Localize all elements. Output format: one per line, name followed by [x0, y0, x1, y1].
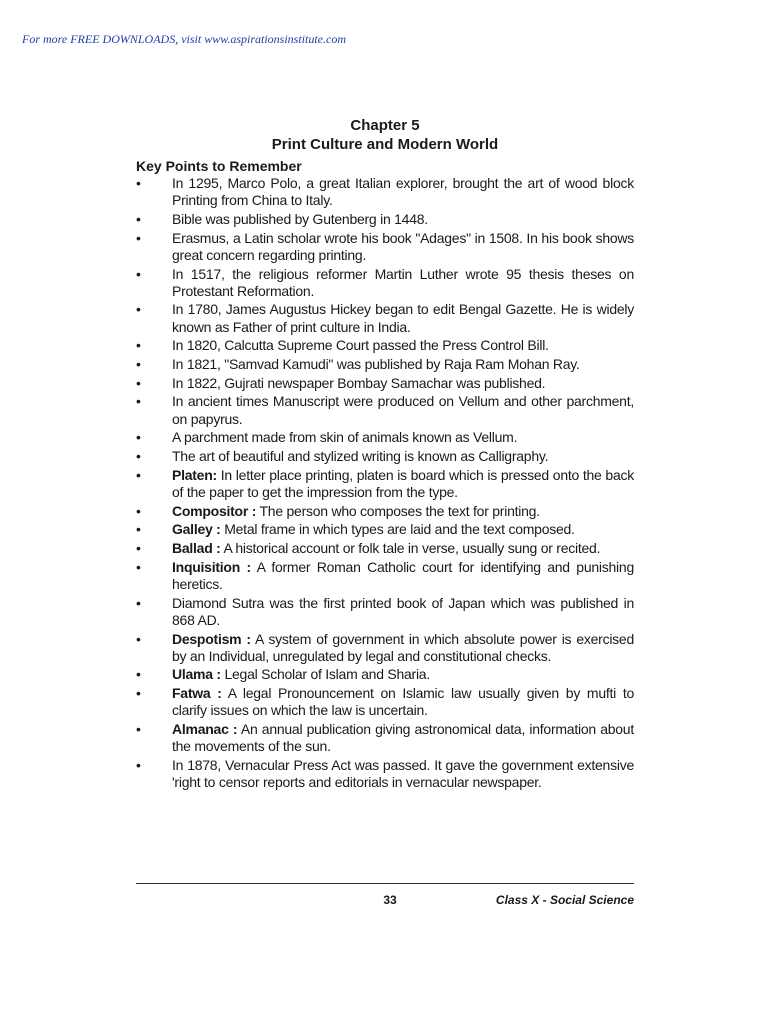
bullet-icon: •	[136, 393, 141, 410]
key-point-text: A historical account or folk tale in verse, usually sung or recited.	[220, 540, 601, 557]
key-point-item	[136, 393, 634, 427]
bullet-icon: •	[136, 301, 141, 318]
key-point-term: Inquisition :	[172, 558, 251, 575]
key-point-item	[136, 540, 634, 557]
bullet-icon: •	[136, 521, 141, 538]
key-point-text: A system of government in which absolute power is exercised by an Individual, unregulated by legal and constitutional checks.	[172, 630, 634, 664]
key-point-term: Galley :	[172, 521, 221, 538]
key-point-item	[136, 757, 634, 791]
key-point-term: Despotism :	[172, 630, 251, 647]
bullet-icon: •	[136, 175, 141, 191]
key-point-item	[136, 467, 634, 501]
key-point-text: Erasmus, a Latin scholar wrote his book "Adages" in 1508. In his book shows great concern regarding printing.	[172, 229, 634, 263]
bullet-icon: •	[136, 666, 141, 683]
key-point-item	[136, 559, 634, 593]
key-point-item	[136, 448, 634, 465]
key-point-text: In letter place printing, platen is board which is pressed onto the back of the paper to get the impression from the type.	[172, 466, 634, 500]
key-point-item	[136, 666, 634, 683]
bullet-icon: •	[136, 466, 141, 483]
key-point-text: In 1517, the religious reformer Martin Luther wrote 95 thesis theses on Protestant Reformation.	[172, 265, 634, 299]
key-point-item	[136, 685, 634, 719]
key-point-text: Bible was published by Gutenberg in 1448.	[172, 210, 428, 227]
key-point-term: Ulama :	[172, 666, 221, 683]
key-point-text: A parchment made from skin of animals known as Vellum.	[172, 429, 518, 446]
bullet-icon: •	[136, 558, 141, 575]
download-banner: For more FREE DOWNLOADS, visit www.aspirationsinstitute.com	[22, 32, 346, 46]
key-point-text: Metal frame in which types are laid and the text composed.	[220, 521, 575, 538]
key-point-text: The art of beautiful and stylized writing is known as Calligraphy.	[172, 448, 549, 465]
key-point-text: A legal Pronouncement on Islamic law usually given by mufti to clarify issues on which the law is uncertain.	[172, 685, 634, 719]
key-point-item	[136, 337, 634, 354]
bullet-icon: •	[136, 757, 141, 773]
bullet-icon: •	[136, 685, 141, 702]
bullet-icon: •	[136, 448, 141, 465]
bullet-icon: •	[136, 337, 141, 354]
key-point-item	[136, 356, 634, 373]
key-point-term: Compositor :	[172, 502, 257, 519]
bullet-icon: •	[136, 229, 141, 246]
key-point-item	[136, 375, 634, 392]
key-point-text: In ancient times Manuscript were produced on Vellum and other parchment, on papyrus.	[172, 393, 634, 427]
key-point-item	[136, 211, 634, 228]
key-point-term: Fatwa :	[172, 685, 222, 702]
chapter-title: Print Culture and Modern World	[271, 136, 499, 153]
bullet-icon: •	[136, 210, 141, 227]
key-point-item	[136, 503, 634, 520]
key-points-list	[136, 175, 634, 791]
bullet-icon: •	[136, 721, 141, 738]
key-point-item	[136, 721, 634, 755]
bullet-icon: •	[136, 356, 141, 373]
key-point-text: The person who composes the text for printing.	[256, 502, 540, 519]
key-point-text: In 1821, "Samvad Kamudi" was published by Raja Ram Mohan Ray.	[172, 356, 580, 373]
key-point-text: In 1878, Vernacular Press Act was passed. It gave the government extensive 'right to censor reports and editorials in vernacular newspaper.	[172, 757, 634, 791]
bullet-icon: •	[136, 594, 141, 611]
key-point-item	[136, 631, 634, 665]
key-point-item	[136, 521, 634, 538]
bullet-icon: •	[136, 540, 141, 557]
key-point-item	[136, 429, 634, 446]
key-point-text: A former Roman Catholic court for identifying and punishing heretics.	[172, 558, 634, 592]
key-point-text: In 1295, Marco Polo, a great Italian explorer, brought the art of wood block Printing from China to Italy.	[172, 175, 634, 209]
key-point-text: In 1820, Calcutta Supreme Court passed the Press Control Bill.	[172, 337, 549, 354]
key-point-item	[136, 175, 634, 209]
bullet-icon: •	[136, 502, 141, 519]
bullet-icon: •	[136, 630, 141, 647]
key-point-text: In 1780, James Augustus Hickey began to edit Bengal Gazette. He is widely known as Father of print culture in India.	[172, 301, 634, 335]
key-point-text: Diamond Sutra was the first printed book of Japan which was published in 868 AD.	[172, 594, 634, 628]
key-point-text: In 1822, Gujrati newspaper Bombay Samachar was published.	[172, 374, 546, 391]
key-point-term: Almanac :	[172, 721, 238, 738]
footer-class-label: Class X - Social Science	[495, 893, 634, 907]
key-point-term: Ballad :	[172, 540, 221, 557]
page-number: 33	[383, 893, 397, 907]
key-point-item	[136, 595, 634, 629]
key-point-text: An annual publication giving astronomical data, information about the movements of the sun.	[172, 721, 634, 755]
bullet-icon: •	[136, 265, 141, 282]
key-point-item	[136, 266, 634, 300]
bullet-icon: •	[136, 429, 141, 446]
footer-divider	[136, 883, 634, 884]
key-point-text: Legal Scholar of Islam and Sharia.	[220, 666, 430, 683]
section-heading: Key Points to Remember	[136, 158, 302, 174]
key-point-item	[136, 230, 634, 264]
bullet-icon: •	[136, 374, 141, 391]
page-content	[136, 116, 634, 793]
key-point-item	[136, 301, 634, 335]
key-point-term: Platen:	[172, 466, 217, 483]
chapter-number: Chapter 5	[350, 117, 420, 134]
